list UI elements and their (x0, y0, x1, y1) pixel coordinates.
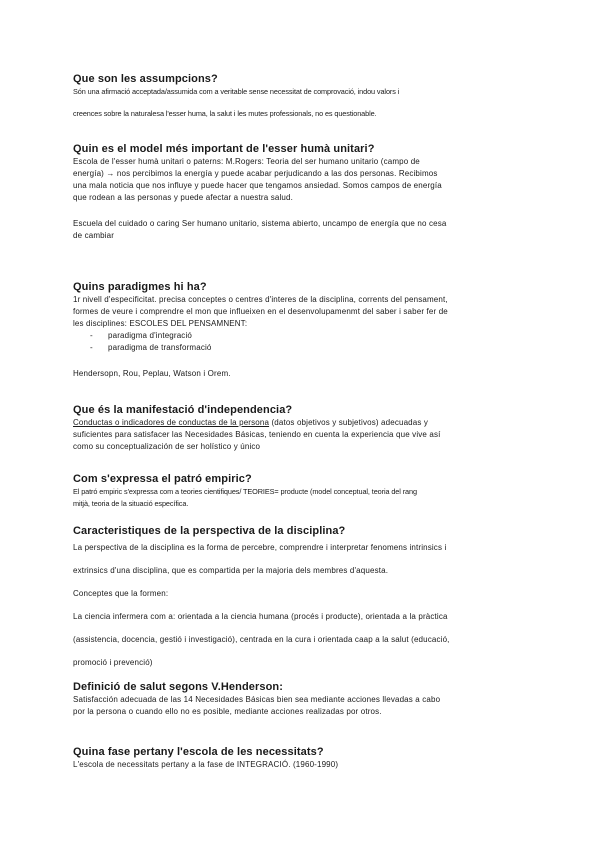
paragraph-line: suficientes para satisfacer las Necesidades Básicas, teniendo en cuenta la experiencia que vive así (73, 430, 441, 439)
paragraph-line: extrinsics d'una disciplina, que es compartida per la majoria dels membres d'aquesta. (73, 566, 389, 575)
section-manifestacio-independencia (73, 403, 543, 453)
section-patro-empiric (73, 472, 543, 510)
section-fase-escola-necessitats (73, 745, 543, 771)
paragraph-line: Escola de l'esser humà unitari o paterns: M.Rogers: Teoria del ser humano unitario (campo de (73, 157, 420, 166)
paragraph-line: Són una afirmació acceptada/assumida com a veritable sense necessitat de comprovació, indou valors i (73, 87, 400, 96)
paradigm-list (73, 330, 543, 354)
paragraph-line: de cambiar (73, 231, 115, 240)
paragraph-line: L'escola de necessitats pertany a la fase de INTEGRACIÓ. (1960-1990) (73, 760, 339, 769)
section-title: Quina fase pertany l'escola de les necessitats? (73, 746, 324, 758)
paragraph-line: La perspectiva de la disciplina es la forma de percebre, comprendre i interpretar fenomens intrinsics i (73, 543, 447, 552)
paragraph-line: formes de veure i comprendre el mon que influeixen en el desenvolupamenmt del saber i saber fer de (73, 307, 448, 316)
section-model-esser-huma (73, 142, 543, 242)
section-title: Que son les assumpcions? (73, 73, 218, 85)
section-definicio-salut (73, 680, 543, 718)
paragraph-line: les disciplines: ESCOLES DEL PENSAMNENT: (73, 319, 248, 328)
paragraph-line: Satisfacción adecuada de las 14 Necesidades Básicas bien sea mediante acciones llevadas a cabo (73, 695, 441, 704)
underlined-text: Conductas o indicadores de conductas de la persona (73, 418, 270, 427)
paragraph-line: Conceptes que la formen: (73, 589, 169, 598)
paragraph-line: una mala noticia que nos influye y puede hacer que tengamos ansiedad. Somos campos de energía (73, 181, 442, 190)
section-title: Quins paradigmes hi ha? (73, 281, 207, 293)
paragraph-line: que rodean a las personas y puede afectar a nuestra salud. (73, 193, 293, 202)
inline-text: (datos objetivos y subjetivos) adecuadas y (269, 418, 429, 427)
paragraph-line: El patró empiric s'expressa com a teories cientifiques/ TEORIES= producte (model conceptual, teoria del rang (73, 487, 417, 496)
paragraph-line: energía) → nos percibimos la energía y puede acabar perjudicando a las dos personas. Recibimos (73, 169, 438, 178)
paragraph-line: 1r nivell d'especificitat. precisa conceptes o centres d'interes de la disciplina, corrents del pensament, (73, 295, 448, 304)
list-item: - paradigma de transformació (73, 342, 543, 354)
section-title: Quin es el model més important de l'esser humà unitari? (73, 143, 375, 155)
section-title: Definició de salut segons V.Henderson: (73, 681, 283, 693)
paragraph-line: (assistencia, docencia, gestió i investigació), centrada en la cura i orientada caap a la salut (educació, (73, 635, 450, 644)
section-paradigmes (73, 280, 543, 380)
paragraph-line: Hendersopn, Rou, Peplau, Watson i Orem. (73, 369, 231, 378)
section-perspectiva-disciplina (73, 524, 543, 674)
paragraph-line (73, 417, 543, 429)
paragraph-line: como su conceptualización de ser holístico y único (73, 442, 261, 451)
section-assumpcions (73, 72, 543, 120)
paragraph-line: promoció i prevenció) (73, 658, 153, 667)
paragraph-line: mitjà, teoria de la situació específica. (73, 499, 189, 508)
section-title: Caracteristiques de la perspectiva de la disciplina? (73, 525, 346, 537)
paragraph-line: creences sobre la naturalesa l'esser huma, la salut i les mutes professionals, no es questionable. (73, 109, 377, 118)
paragraph-line: Escuela del cuidado o caring Ser humano unitario, sistema abierto, uncampo de energía que no cesa (73, 219, 447, 228)
paragraph-line: por la persona o cuando ello no es posible, mediante acciones realizadas por otros. (73, 707, 382, 716)
section-title: Com s'expressa el patró empiric? (73, 473, 252, 485)
section-title: Que és la manifestació d'independencia? (73, 404, 293, 416)
list-item: - paradigma d'integració (73, 330, 543, 342)
paragraph-line: La ciencia infermera com a: orientada a la ciencia humana (procés i producte), orientada a la pràctica (73, 612, 448, 621)
